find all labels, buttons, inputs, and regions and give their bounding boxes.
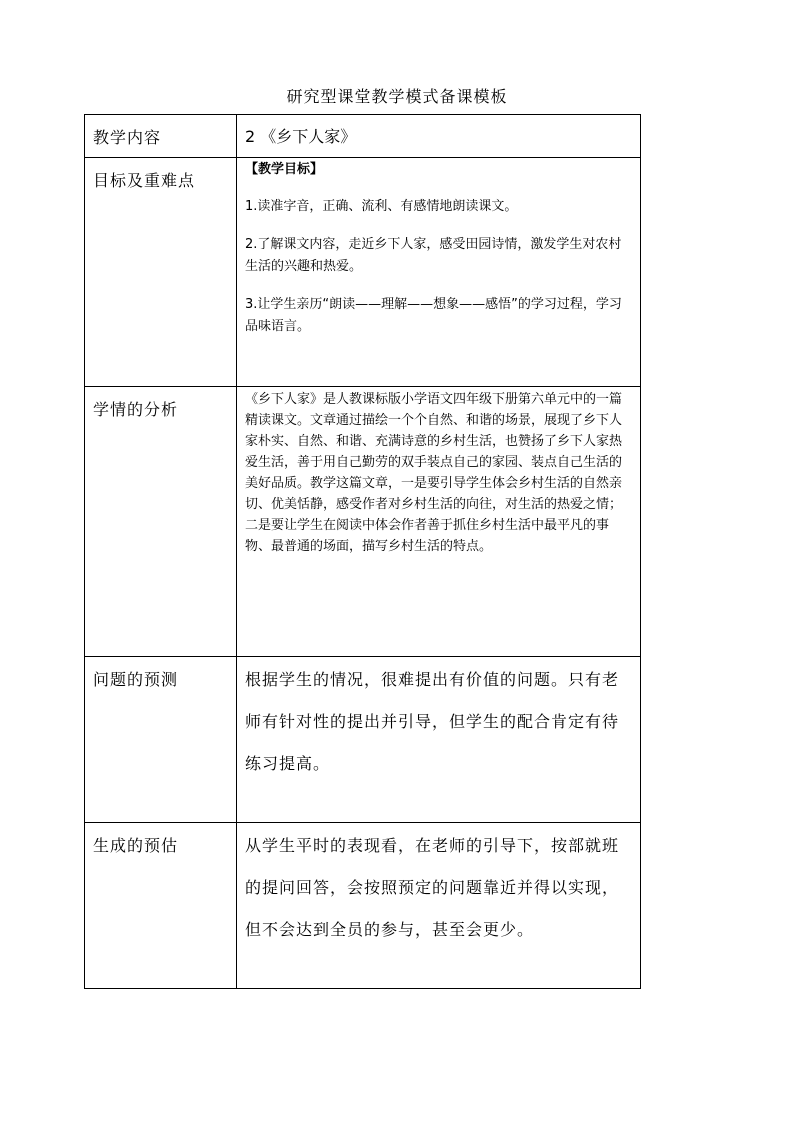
table-row-prediction [85, 657, 641, 823]
goal-item: 3.让学生亲历“朗读——理解——想象——感悟”的学习过程，学习品味语言。 [245, 297, 622, 334]
lesson-plan-table [84, 114, 641, 989]
row-label-generation: 生成的预估 [85, 823, 237, 989]
row-value-analysis [237, 387, 641, 657]
table-row-generation [85, 823, 641, 989]
row-value-prediction [237, 657, 641, 823]
row-label-analysis: 学情的分析 [85, 387, 237, 657]
row-label-prediction: 问题的预测 [85, 657, 237, 823]
document-title: 研究型课堂教学模式备课模板 [286, 87, 508, 106]
generation-text: 从学生平时的表现看，在老师的引导下，按部就班的提问回答，会按照预定的问题靠近并得以实现，但不会达到全员的参与，甚至会更少。 [245, 836, 620, 939]
prediction-text: 根据学生的情况，很难提出有价值的问题。只有老师有针对性的提出并引导，但学生的配合肯定有待练习提高。 [245, 670, 620, 773]
table-row-content [85, 115, 641, 158]
table-row-goals [85, 158, 641, 387]
row-label-goals: 目标及重难点 [85, 158, 237, 387]
row-label-content: 教学内容 [85, 115, 237, 158]
table-row-analysis [85, 387, 641, 657]
goal-item: 1.读准字音，正确、流利、有感情地朗读课文。 [245, 199, 518, 214]
row-value-generation [237, 823, 641, 989]
lesson-title: 2 《乡下人家》 [245, 127, 357, 146]
row-value-content [237, 115, 641, 158]
analysis-text: 《乡下人家》是人教课标版小学语文四年级下册第六单元中的一篇精读课文。文章通过描绘一个个自然、和谐的场景，展现了乡下人家朴实、自然、和谐、充满诗意的乡村生活，也赞扬了乡下人家热爱生活，善于用自己勤劳的双手装点自己的家园、装点自己生活的美好品质。教学这篇文章，一是要引导学生体会乡村生活的自然亲切、优美恬静，感受作者对乡村生活的向往，对生活的热爱之情；二是要让学生在阅读中体会作者善于抓住乡村生活中最平凡的事物、最普通的场面，描写乡村生活的特点。 [245, 392, 623, 554]
goals-heading: 【教学目标】 [245, 162, 324, 177]
goal-item: 2.了解课文内容，走近乡下人家，感受田园诗情，激发学生对农村生活的兴趣和热爱。 [245, 237, 622, 274]
row-value-goals [237, 158, 641, 387]
